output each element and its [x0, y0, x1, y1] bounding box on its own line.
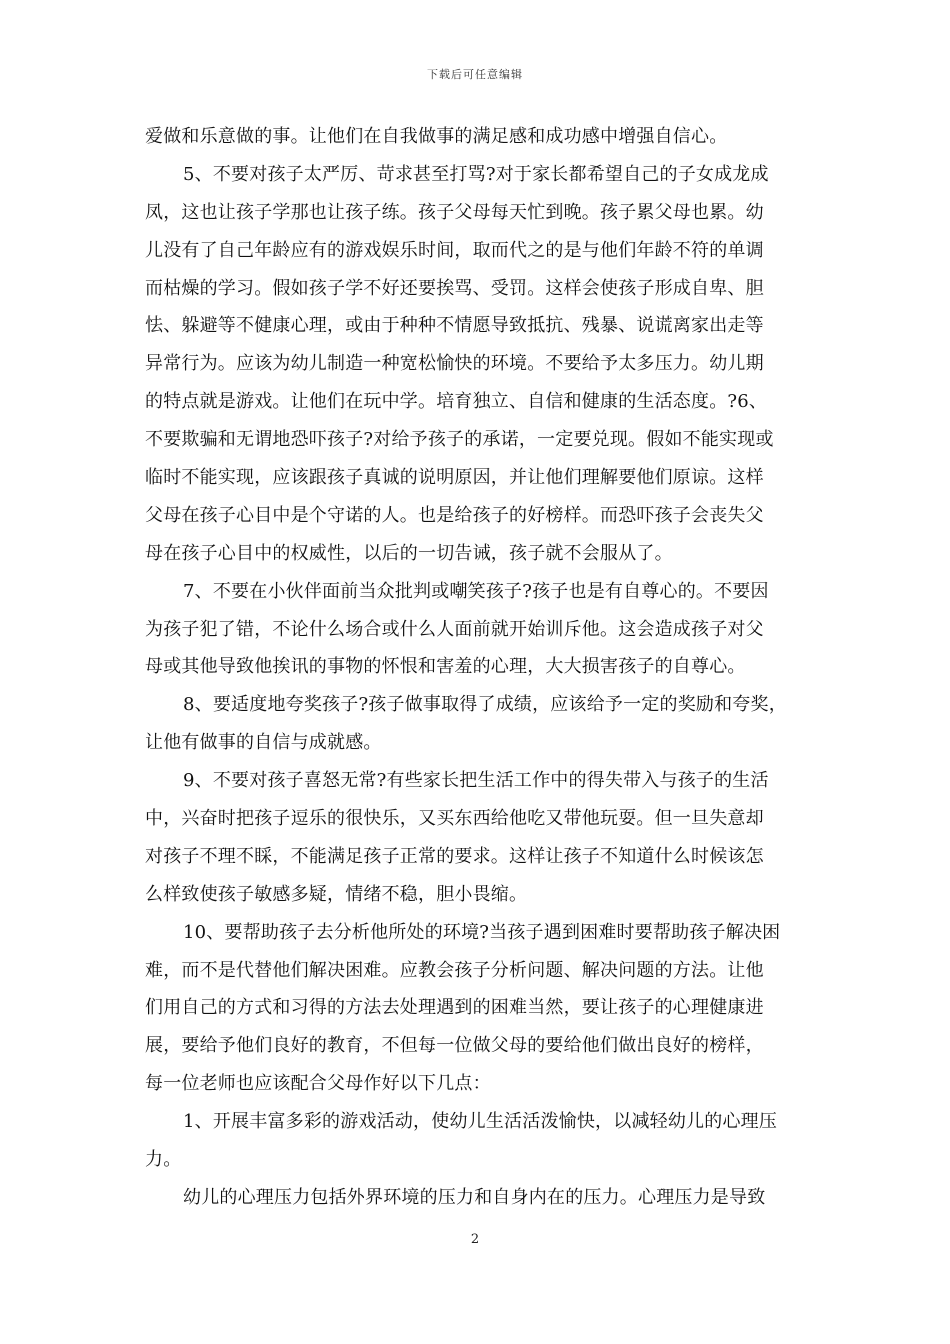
text-line: 们用自己的方式和习得的方法去处理遇到的困难当然，要让孩子的心理健康进 [145, 997, 764, 1019]
text-line: 中，兴奋时把孩子逗乐的很快乐，又买东西给他吃又带他玩耍。但一旦失意却 [145, 808, 764, 830]
text-line: 每一位老师也应该配合父母作好以下几点： [145, 1073, 491, 1095]
text-line: 8、要适度地夸奖孩子?孩子做事取得了成绩，应该给予一定的奖励和夸奖， [183, 694, 787, 716]
text-line: 母或其他导致他挨讯的事物的怀恨和害羞的心理，大大损害孩子的自尊心。 [145, 656, 746, 678]
document-body [145, 118, 810, 1217]
text-line: 为孩子犯了错，不论什么场合或什么人面前就开始训斥他。这会造成孩子对父 [145, 618, 764, 640]
text-line: 爱做和乐意做的事。让他们在自我做事的满足感和成功感中增强自信心。 [145, 126, 728, 147]
text-line: 对孩子不理不睬，不能满足孩子正常的要求。这样让孩子不知道什么时候该怎 [145, 845, 764, 867]
page-header: 下载后可任意编辑 [427, 68, 523, 81]
text-line: 5、不要对孩子太严厉、苛求甚至打骂?对于家长都希望自己的子女成龙成 [183, 163, 769, 185]
text-line: 不要欺骗和无谓地恐吓孩子?对给予孩子的承诺，一定要兑现。假如不能实现或 [145, 429, 774, 451]
text-line: 母在孩子心目中的权威性，以后的一切告诫，孩子就不会服从了。 [145, 542, 673, 564]
text-line: 力。 [145, 1149, 182, 1171]
text-line: 让他有做事的自信与成就感。 [145, 732, 382, 754]
text-line: 幼儿的心理压力包括外界环境的压力和自身内在的压力。心理压力是导致 [183, 1186, 766, 1208]
text-line: 10、要帮助孩子去分析他所处的环境?当孩子遇到困难时要帮助孩子解决困 [183, 921, 781, 943]
text-line: 父母在孩子心目中是个守诺的人。也是给孩子的好榜样。而恐吓孩子会丧失父 [145, 504, 764, 526]
text-line: 而枯燥的学习。假如孩子学不好还要挨骂、受罚。这样会使孩子形成自卑、胆 [145, 277, 764, 299]
text-line: 凤，这也让孩子学那也让孩子练。孩子父母每天忙到晚。孩子累父母也累。幼 [145, 201, 764, 223]
text-line: 临时不能实现，应该跟孩子真诚的说明原因，并让他们理解要他们原谅。这样 [145, 467, 764, 489]
page-number: 2 [470, 1232, 480, 1247]
text-line: 7、不要在小伙伴面前当众批判或嘲笑孩子?孩子也是有自尊心的。不要因 [183, 580, 769, 602]
text-line: 展，要给予他们良好的教育，不但每一位做父母的要给他们做出良好的榜样， [145, 1035, 764, 1057]
text-line: 1、开展丰富多彩的游戏活动，使幼儿生活活泼愉快，以减轻幼儿的心理压 [183, 1111, 778, 1133]
text-line: 难，而不是代替他们解决困难。应教会孩子分析问题、解决问题的方法。让他 [145, 959, 764, 981]
text-line: 的特点就是游戏。让他们在玩中学。培育独立、自信和健康的生活态度。?6、 [145, 391, 768, 413]
text-line: 异常行为。应该为幼儿制造一种宽松愉快的环境。不要给予太多压力。幼儿期 [145, 353, 764, 375]
text-line: 儿没有了自己年龄应有的游戏娱乐时间，取而代之的是与他们年龄不符的单调 [145, 239, 764, 261]
text-line: 9、不要对孩子喜怒无常?有些家长把生活工作中的得失带入与孩子的生活 [183, 770, 769, 792]
text-line: 么样致使孩子敏感多疑，情绪不稳，胆小畏缩。 [145, 883, 528, 905]
text-line: 怯、躲避等不健康心理，或由于种种不情愿导致抵抗、残暴、说谎离家出走等 [145, 315, 764, 337]
